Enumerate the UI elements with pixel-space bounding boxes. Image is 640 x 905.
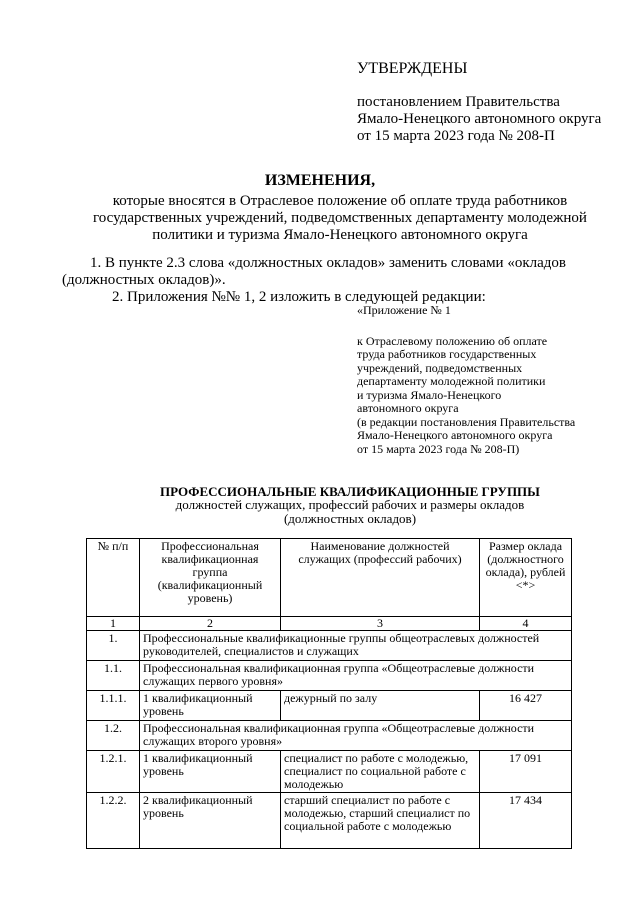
changes-subtitle-line: государственных учреждений, подведомственных департаменту молодежной <box>93 210 587 226</box>
approval-line: Ямало-Ненецкого автономного округа <box>357 111 602 127</box>
column-number: 2 <box>140 617 281 631</box>
group-name: Профессиональная квалификационная группа «Общеотраслевые должности служащих первого уровня» <box>140 661 572 691</box>
table-row <box>87 691 572 721</box>
paragraph-1-line: 1. В пункте 2.3 слова «должностных окладов» заменить словами «окладов <box>90 255 566 271</box>
qualification-level: 1 квалификационный уровень <box>140 751 281 793</box>
row-number: 1.2.1. <box>87 751 140 793</box>
position-names: дежурный по залу <box>281 691 480 721</box>
groups-title: ПРОФЕССИОНАЛЬНЫЕ КВАЛИФИКАЦИОННЫЕ ГРУППЫ <box>160 484 540 499</box>
appendix-line: департаменту молодежной политики <box>357 374 546 388</box>
position-names: старший специалист по работе с молодежью, старший специалист по социальной работе с молодежью <box>281 793 480 849</box>
table-row <box>87 751 572 793</box>
approval-heading: УТВЕРЖДЕНЫ <box>357 60 468 77</box>
qualification-level: 2 квалификационный уровень <box>140 793 281 849</box>
paragraph-1-line: (должностных окладов)». <box>62 272 226 288</box>
changes-subtitle <box>60 193 620 244</box>
appendix-head: «Приложение № 1 <box>357 303 451 317</box>
qualification-level: 1 квалификационный уровень <box>140 691 281 721</box>
row-number: 1.2. <box>87 721 140 751</box>
row-number: 1.1. <box>87 661 140 691</box>
appendix-line: автономного округа <box>357 401 459 415</box>
column-number: 3 <box>281 617 480 631</box>
appendix-line: труда работников государственных <box>357 347 537 361</box>
salary-value: 17 091 <box>480 751 572 793</box>
table-row <box>87 631 572 661</box>
position-names: специалист по работе с молодежью, специалист по социальной работе с молодежью <box>281 751 480 793</box>
group-name: Профессиональные квалификационные группы общеотраслевых должностей руководителей, специалистов и служащих <box>140 631 572 661</box>
table-row <box>87 793 572 849</box>
changes-title: ИЗМЕНЕНИЯ, <box>264 172 376 189</box>
header-cell: № п/п <box>87 539 140 617</box>
table-row <box>87 721 572 751</box>
approval-line: постановлением Правительства <box>357 94 560 110</box>
column-number: 4 <box>480 617 572 631</box>
table-header-row <box>87 539 572 617</box>
appendix-line: учреждений, подведомственных <box>357 360 523 375</box>
changes-subtitle-line: которые вносятся в Отраслевое положение об оплате труда работников <box>112 193 568 209</box>
column-number-row <box>87 617 572 631</box>
header-cell: Размер оклада (должностного оклада), рублей <*> <box>480 539 572 617</box>
appendix-note <box>357 304 575 456</box>
changes-subtitle-line: политики и туризма Ямало-Ненецкого автономного округа <box>152 227 528 243</box>
appendix-line: от 15 марта 2023 года № 208-П) <box>357 441 520 456</box>
paragraph-1 <box>62 255 620 289</box>
appendix-line: и туризма Ямало-Ненецкого <box>357 387 502 402</box>
approval-block <box>357 60 601 145</box>
groups-subtitle-line: (должностных окладов) <box>283 511 417 526</box>
header-cell: Профессиональная квалификационная группа (квалификационный уровень) <box>140 539 281 617</box>
salary-value: 16 427 <box>480 691 572 721</box>
groups-subtitle-line: должностей служащих, профессий рабочих и размеры окладов <box>175 497 525 512</box>
appendix-line: к Отраслевому положению об оплате <box>357 333 548 348</box>
appendix-line: Ямало-Ненецкого автономного округа <box>357 428 553 442</box>
table-row <box>87 661 572 691</box>
row-number: 1. <box>87 631 140 661</box>
appendix-line: (в редакции постановления Правительства <box>357 414 576 429</box>
row-number: 1.1.1. <box>87 691 140 721</box>
approval-line: от 15 марта 2023 года № 208-П <box>357 128 555 144</box>
paragraph-2: 2. Приложения №№ 1, 2 изложить в следующей редакции: <box>112 289 486 305</box>
header-cell: Наименование должностей служащих (профессий рабочих) <box>281 539 480 617</box>
group-name: Профессиональная квалификационная группа «Общеотраслевые должности служащих второго уровня» <box>140 721 572 751</box>
qualification-table <box>86 538 572 849</box>
column-number: 1 <box>87 617 140 631</box>
row-number: 1.2.2. <box>87 793 140 849</box>
salary-value: 17 434 <box>480 793 572 849</box>
groups-subtitle <box>80 498 620 526</box>
